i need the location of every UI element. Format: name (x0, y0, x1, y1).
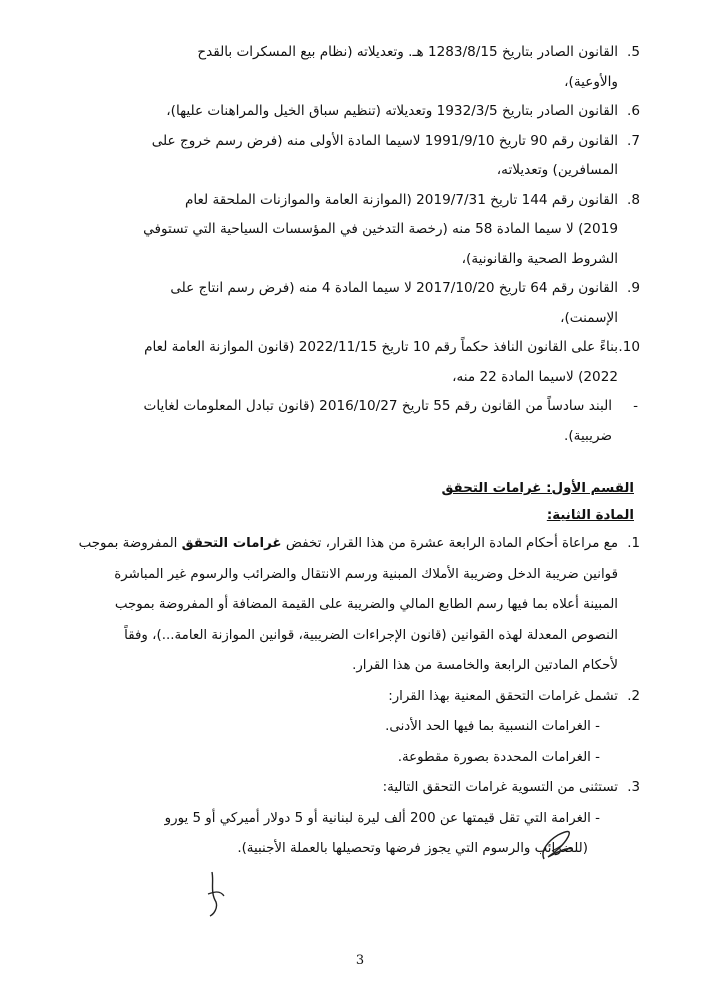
text-line: قوانين ضريبة الدخل وضريبة الأملاك المبنية ورسم الانتقال والضرائب والرسوم غير المباشرة (114, 566, 618, 582)
item-number: 9. (627, 280, 640, 296)
dash-item: - الغرامات المحددة بصورة مقطوعة. (397, 749, 600, 765)
list-item (100, 274, 638, 333)
text-line: 2019) لا سيما المادة 58 منه (رخصة التدخين في المؤسسات السياحية التي تستوفي (143, 221, 618, 237)
item-number: 7. (627, 132, 640, 149)
list-item (100, 392, 638, 451)
page-number: 3 (355, 953, 365, 968)
text-line: 2022) لاسيما المادة 22 منه، (452, 368, 618, 385)
text-line: القانون رقم 64 تاريخ 2017/10/20 لا سيما المادة 4 منه (فرض رسم انتاج على (170, 280, 618, 296)
bullet-dash: - (633, 398, 638, 414)
list-item (100, 127, 638, 186)
text-line: تشمل غرامات التحقق المعنية بهذا القرار: (388, 688, 618, 704)
text-line: بناءً على القانون النافذ حكماً رقم 10 تاريخ 2022/11/15 (قانون الموازنة العامة لعام (144, 339, 618, 355)
list-item (100, 186, 638, 275)
item-number: 3. (627, 780, 640, 795)
text-line: تستثنى من التسوية غرامات التحقق التالية: (382, 780, 618, 795)
document-body (78, 38, 640, 865)
article-item (100, 682, 638, 774)
item-number: 10. (618, 339, 640, 355)
text-line: القانون الصادر بتاريخ 1283/8/15 هـ. وتعديلاته (نظام بيع المسكرات بالقدح (197, 44, 618, 60)
dash-item: - الغرامة التي تقل قيمتها عن 200 ألف ليرة لبنانية أو 5 دولار أميركي أو 5 يورو (164, 810, 600, 826)
text-line: الشروط الصحية والقانونية)، (461, 250, 618, 267)
signature-mark (200, 868, 230, 918)
text-line: الإسمنت)، (560, 309, 618, 326)
article-title: المادة الثانية: (546, 508, 634, 523)
text-line: البند سادساً من القانون رقم 55 تاريخ 2016/10/27 (قانون تبادل المعلومات لغايات (143, 398, 612, 414)
list-item (100, 97, 638, 127)
signature-mark (538, 823, 578, 865)
list-item (100, 333, 638, 392)
text-line: المبينة أعلاه بما فيها رسم الطابع المالي والضريبة على القيمة المضافة أو المفروضة بموجب (114, 597, 618, 612)
text-line: القانون الصادر بتاريخ 1932/3/5 وتعديلاته (تنظيم سباق الخيل والمراهنات عليها)، (166, 103, 618, 119)
dash-item: - الغرامات النسبية بما فيها الحد الأدنى. (385, 719, 600, 734)
section-title: القسم الأول: غرامات التحقق (441, 481, 634, 496)
text-line: ضريبية). (564, 427, 612, 444)
article-item (78, 529, 640, 682)
bold-term: غرامات التحقق (181, 536, 282, 551)
text-line: القانون رقم 90 تاريخ 1991/9/10 لاسيما المادة الأولى منه (فرض رسم خروج على (151, 132, 618, 149)
item-number: 1. (627, 536, 640, 551)
item-number: 6. (627, 103, 640, 119)
text-line: مع مراعاة أحكام المادة الرابعة عشرة من هذا القرار، تخفض غرامات التحقق المفروضة بموجب (78, 536, 618, 551)
item-number: 5. (627, 44, 640, 60)
item-number: 2. (627, 688, 640, 704)
item-number: 8. (627, 191, 640, 208)
list-item (100, 38, 638, 97)
text-line: القانون رقم 144 تاريخ 2019/7/31 (الموازنة العامة والموازنات الملحقة لعام (184, 191, 618, 208)
text-line: المسافرين) وتعديلاته، (496, 162, 618, 178)
text-line: (للضرائب والرسوم التي يجوز فرضها وتحصيلها بالعملة الأجنبية). (237, 841, 588, 856)
text-line: لأحكام المادتين الرابعة والخامسة من هذا القرار. (352, 658, 618, 673)
text-line: النصوص المعدلة لهذه القوانين (قانون الإجراءات الضريبية، قوانين الموازنة العامة...)، وفقاً (124, 627, 618, 643)
text-line: والأوعية)، (564, 73, 618, 90)
